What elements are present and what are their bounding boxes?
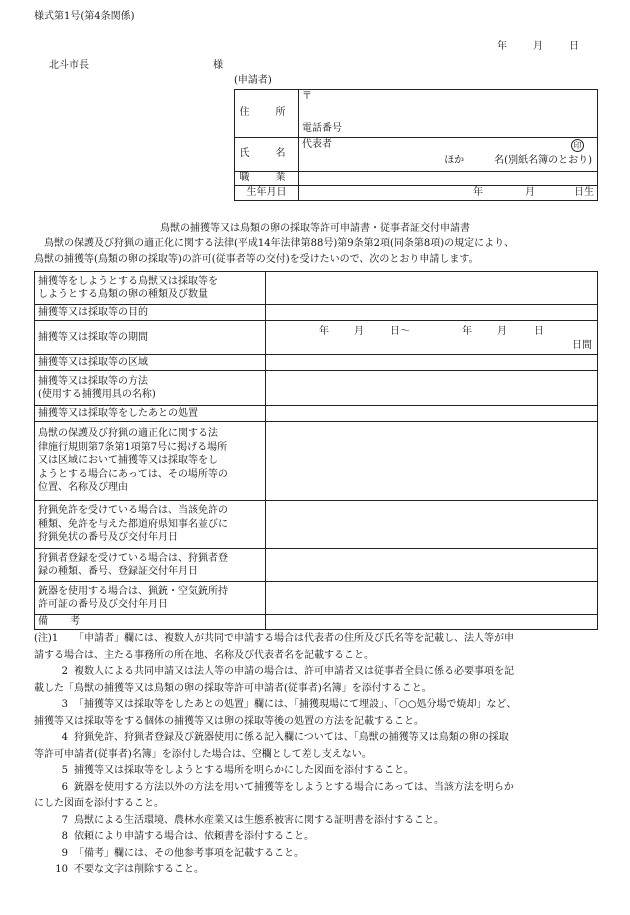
note-3-cont: 捕獲等又は採取等をする個体の捕獲等又は卵の採取等後の処置の方法を記載すること。: [34, 715, 424, 727]
note-6-cont: にした図面を添付すること。: [34, 798, 164, 809]
note-10: 10 不要な文字は削除すること。: [55, 864, 204, 875]
intro-line-1: 鳥獣の保護及び狩猟の適正化に関する法律(平成14年法律第88号)第9条第2項(同条第8項)の規定により、: [34, 238, 515, 249]
note-1-cont: 請する場合は、主たる事務所の所在地、名称及び代表者名を記載すること。: [34, 649, 374, 661]
name-label: 氏 名: [235, 138, 299, 172]
period-to-day: 日: [534, 326, 544, 337]
note-4-cont: 等許可申請者(従事者)名簿」を添付した場合は、空欄として差し支えない。: [34, 748, 372, 760]
period-from-day: 日～: [390, 326, 410, 337]
period-field[interactable]: [266, 321, 598, 355]
area-label: 捕獲等又は採取等の区域: [35, 355, 266, 371]
note-7: 7 鳥獣による生活環境、農林水産業又は生態系被害に関する証明書を添付すること。: [61, 814, 444, 826]
species-label: 捕獲等をしようとする鳥獣又は採取等を しようとする鳥類の卵の種類及び数量: [35, 272, 266, 305]
note-3: 3 「捕獲等又は採取等をしたあとの処置」欄には、「捕獲現場にて埋設」、「○○処分場で焼却」など、: [61, 699, 517, 710]
note-6: 6 銃器を使用する方法以外の方法を用いて捕獲等をしようとする場合にあっては、当該方法を明らか: [61, 781, 514, 793]
special-area-label: 鳥獣の保護及び狩猟の適正化に関する法 律施行規則第7条第1項第7号に掲げる場所 又は区域において捕獲等又は採取等をし ようとする場合にあっては、その場所等の 位置、名称及び理由: [35, 422, 266, 501]
remarks-field[interactable]: [266, 615, 598, 630]
period-to-year: 年: [462, 326, 472, 337]
date-day: 日: [569, 41, 579, 52]
period-label: 捕獲等又は採取等の期間: [35, 321, 266, 355]
occupation-label: 職 業: [235, 172, 299, 186]
disposal-field[interactable]: [266, 406, 598, 422]
period-from-month: 月: [354, 326, 364, 337]
note-4: 4 狩猟免許、狩猟者登録及び銃器使用に係る記入欄については、「鳥獣の捕獲等又は鳥類の卵の採取: [61, 732, 509, 743]
species-field[interactable]: [266, 272, 598, 305]
applicant-label: (申請者): [234, 75, 272, 86]
name-field[interactable]: [299, 138, 598, 172]
application-table: [34, 271, 598, 630]
period-from-year: 年: [319, 326, 329, 337]
document-title: 鳥獣の捕獲等又は鳥類の卵の採取等許可申請書・従事者証交付申請書: [160, 223, 470, 234]
occupation-field[interactable]: [299, 172, 598, 186]
birth-day: 日生: [574, 187, 594, 198]
hunting-license-field[interactable]: [266, 501, 598, 549]
note-8: 8 依頼により申請する場合は、依頼書を添付すること。: [61, 831, 314, 842]
note-9: 9 「備考」欄には、その他参考事項を記載すること。: [61, 847, 304, 859]
hunter-registration-label: 狩猟者登録を受けている場合は、狩猟者登 録の種類、番号、登録証交付年月日: [35, 549, 266, 582]
purpose-label: 捕獲等又は採取等の目的: [35, 305, 266, 321]
intro-line-2: 鳥獣の捕獲等(鳥類の卵の採取等)の許可(従事者等の交付)を受けたいので、次のとおり申請します。: [34, 254, 479, 265]
note-2-cont: 載した「鳥獣の捕獲等又は鳥類の卵の採取等許可申請者(従事者)名簿」を添付すること。: [34, 682, 432, 694]
date-month: 月: [533, 41, 543, 52]
addressee: 北斗市長: [49, 60, 89, 71]
birthdate-label: 生年月日: [235, 186, 299, 201]
address-field[interactable]: [299, 90, 598, 138]
representative-label: 代表者: [302, 139, 332, 150]
hunter-registration-field[interactable]: [266, 549, 598, 582]
note-5: 5 捕獲等又は採取等をしようとする場所を明らかにした図面を添付すること。: [61, 765, 414, 776]
seal-mark: 印: [571, 139, 584, 152]
disposal-label: 捕獲等又は採取等をしたあとの処置: [35, 406, 266, 422]
form-number: 様式第1号(第4条関係): [34, 11, 135, 22]
special-area-field[interactable]: [266, 422, 598, 501]
birth-month: 月: [525, 187, 535, 198]
firearm-permit-label: 銃器を使用する場合は、猟銃・空気銃所持 許可証の番号及び交付年月日: [35, 582, 266, 615]
method-label: 捕獲等又は採取等の方法 (使用する捕獲用具の名称): [35, 371, 266, 406]
address-label: 住 所: [235, 90, 299, 138]
others-note: ほか 名(別紙名簿のとおり): [444, 155, 592, 166]
honorific: 様: [213, 60, 223, 71]
notes-prefix: (注): [34, 633, 52, 644]
remarks-label: 備 考: [35, 615, 266, 630]
area-field[interactable]: [266, 355, 598, 371]
note-1: (注)1 「申請者」欄には、複数人が共同で申請する場合は代表者の住所及び氏名等を記載し、法人等が申: [34, 633, 514, 644]
note-2: 2 複数人による共同申請又は法人等の申請の場合は、許可申請者又は従事者全員に係る必要事項を記: [61, 666, 514, 677]
date-year: 年: [497, 41, 507, 52]
phone-label: 電話番号: [302, 122, 342, 134]
birthdate-field[interactable]: [299, 186, 598, 201]
period-to-month: 月: [497, 326, 507, 337]
applicant-table: [234, 89, 598, 201]
hunting-license-label: 狩猟免許を受けている場合は、当該免許の 種類、免許を与えた都道府県知事名並びに 狩猟免状の番号及び交付年月日: [35, 501, 266, 549]
method-field[interactable]: [266, 371, 598, 406]
birth-year: 年: [473, 187, 483, 198]
postal-mark: 〒: [302, 91, 312, 102]
notes-section: [34, 631, 594, 879]
period-days: 日間: [572, 340, 592, 351]
purpose-field[interactable]: [266, 305, 598, 321]
firearm-permit-field[interactable]: [266, 582, 598, 615]
